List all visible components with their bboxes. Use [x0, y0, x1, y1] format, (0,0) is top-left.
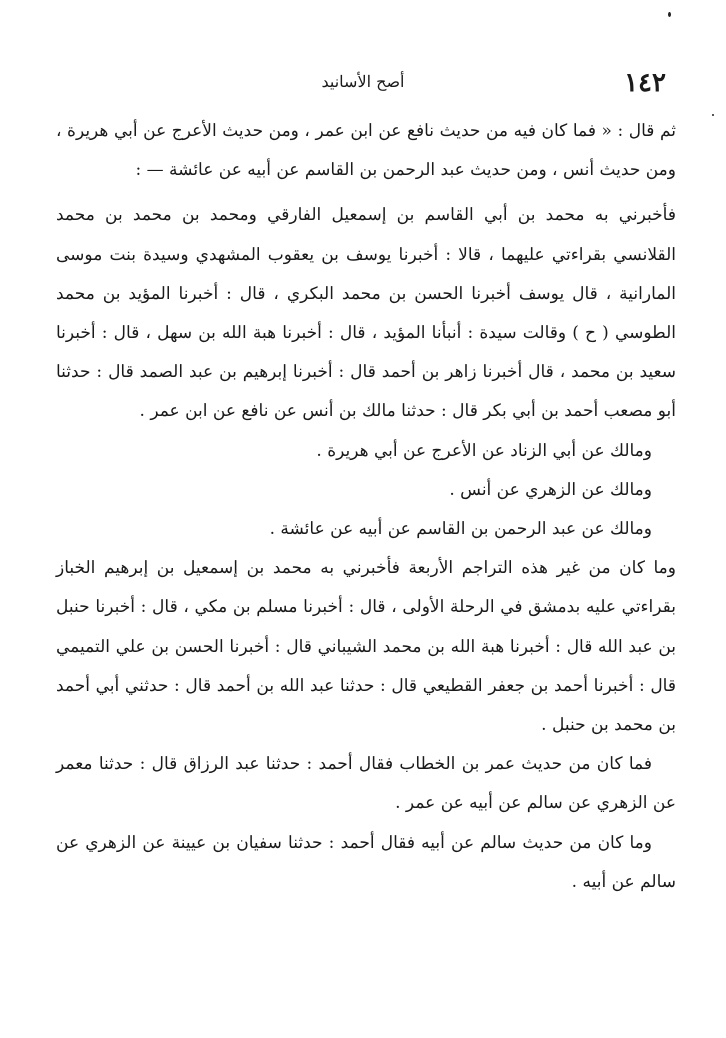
- paragraph: ثم قال : « فما كان فيه من حديث نافع عن ابن عمر ، ومن حديث الأعرج عن أبي هريرة ، ومن حديث أنس ، ومن حديث عبد الرحمن بن القاسم عن أبيه عن عائشة — :: [56, 121, 676, 181]
- paragraph: فما كان من حديث عمر بن الخطاب فقال أحمد : حدثنا عبد الرزاق قال : حدثنا معمر عن الزهري عن سالم عن أبيه عن عمر .: [56, 754, 676, 814]
- scan-speck: [712, 114, 714, 116]
- scan-speck: [668, 12, 671, 17]
- paragraph: ومالك عن عبد الرحمن بن القاسم عن أبيه عن عائشة .: [269, 519, 652, 540]
- page-header: [60, 68, 666, 98]
- paragraph: وما كان من حديث سالم عن أبيه فقال أحمد : حدثنا سفيان بن عيينة عن الزهري عن سالم عن أبيه .: [56, 832, 676, 892]
- paragraph: ومالك عن أبي الزناد عن الأعرج عن أبي هريرة .: [316, 440, 652, 461]
- page-body: [56, 112, 676, 902]
- paragraph: فأخبرني به محمد بن أبي القاسم بن إسمعيل الفارقي ومحمد بن محمد بن محمد القلانسي بقراءتي عليهما ، قالا : أخبرنا يوسف بن يعقوب المشهدي وسيدة بنت موسى المارانية ، قال يوسف أخبرنا الحسن بن محمد البكري ، قال : أخبرنا المؤيد بن محمد الطوسي ( ح ) وقالت سيدة : أنبأنا المؤيد ، قال : أخبرنا هبة الله بن سهل ، قال : أخبرنا سعيد بن محمد ، قال أخبرنا زاهر بن أحمد قال : أخبرنا إبرهيم بن عبد الصمد قال : حدثنا أبو مصعب أحمد بن أبي بكر قال : حدثنا مالك بن أنس عن نافع عن ابن عمر .: [56, 205, 676, 422]
- paragraph: وما كان من غير هذه التراجم الأربعة فأخبرني به محمد بن إسمعيل بن إبرهيم الخباز بقراءتي عليه بدمشق في الرحلة الأولى ، قال : أخبرنا مسلم بن مكي ، قال : أخبرنا حنبل بن عبد الله قال : أخبرنا هبة الله بن محمد الشيباني قال : أخبرنا الحسن بن علي التميمي قال : أخبرنا أحمد بن جعفر القطيعي قال : حدثنا عبد الله بن أحمد قال : حدثني أبي أحمد بن محمد بن حنبل .: [56, 558, 676, 736]
- paragraph: ومالك عن الزهري عن أنس .: [449, 479, 652, 500]
- page-number: ١٤٢: [624, 68, 666, 98]
- running-title: أصح الأسانيد: [321, 72, 405, 91]
